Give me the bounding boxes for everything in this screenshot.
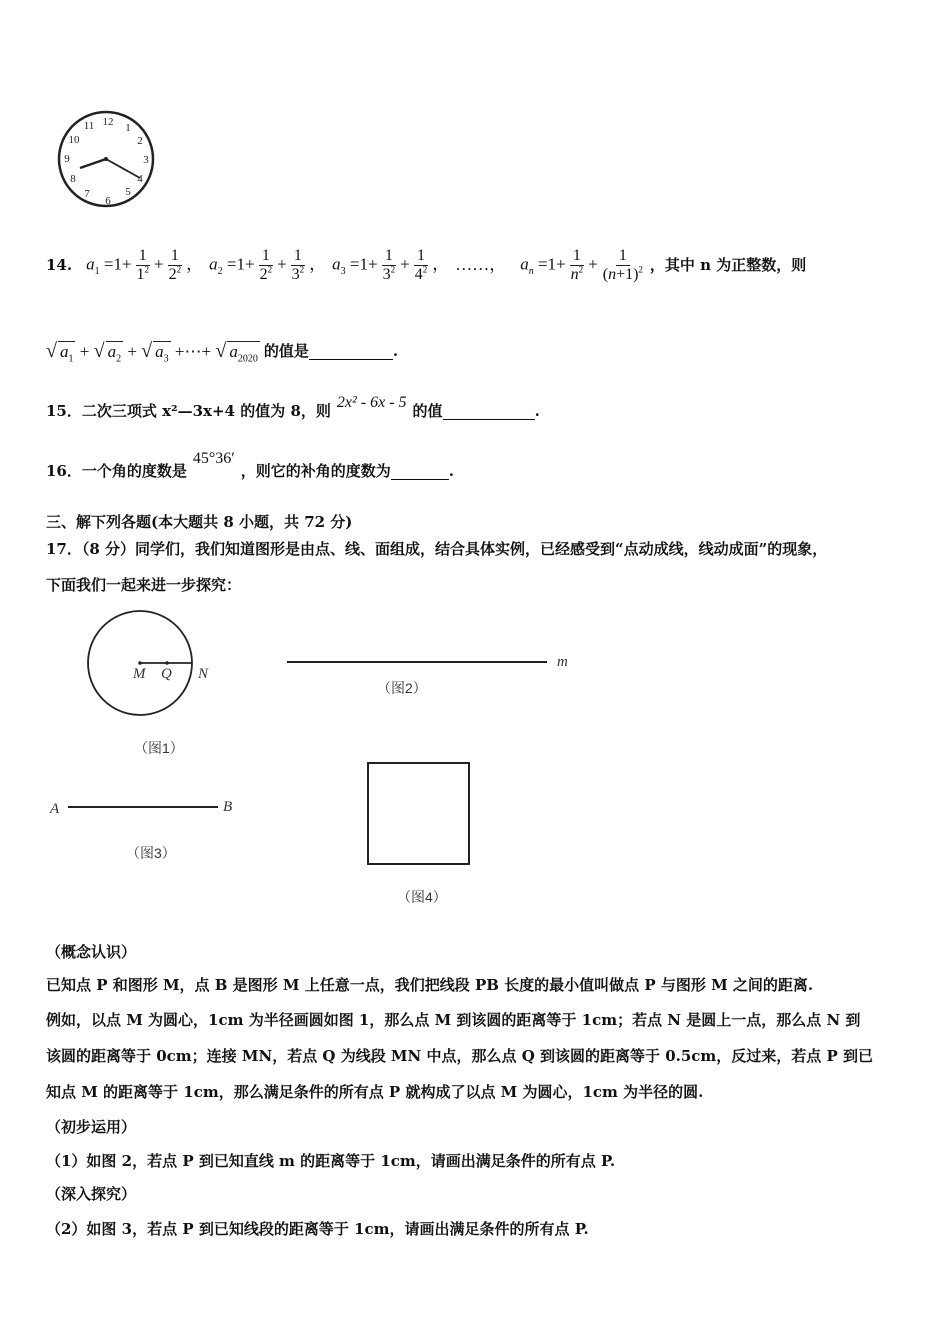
clock-figure bbox=[52, 108, 162, 213]
section3-title: 三、解下列各题(本大题共 8 小题，共 72 分) bbox=[46, 513, 353, 531]
q14-an: $a_n =1+$ $\frac{1}{n^2}$ + $\frac{1}{(n+1)^2}$ bbox=[520, 246, 643, 283]
clock-number-11: 11 bbox=[83, 120, 95, 132]
q14-sqrt-sum: √ $a_1$ + √ $a_2$ + √ $a_3$ +⋯+ √ $a_{2020}$ bbox=[46, 339, 258, 364]
q14-line2 bbox=[46, 336, 398, 366]
clock-number-7: 7 bbox=[84, 188, 90, 200]
paragraph-4: 知点 M 的距离等于 1cm，那么满足条件的所有点 P 就构成了以点 M 为圆心，1cm 为半径的圆. bbox=[46, 1083, 704, 1101]
q15-suffix: 的值 bbox=[412, 402, 443, 420]
q16-line bbox=[46, 450, 455, 486]
q15-answer-blank[interactable] bbox=[443, 403, 535, 420]
fig3-label-B: B bbox=[223, 799, 233, 815]
clock-number-6: 6 bbox=[105, 195, 111, 207]
q14-line2-tail: 的值是 bbox=[263, 342, 309, 360]
clock-number-4: 4 bbox=[137, 173, 143, 185]
q15-prefix: 15．二次三项式 x²—3x+4 的值为 8，则 bbox=[46, 402, 331, 420]
q15-expr: 2x² - 6x - 5 bbox=[336, 394, 407, 411]
q14-a1: $a_1 =1+$ $\frac{1}{1^2}$ + $\frac{1}{2^2}$ ， bbox=[86, 246, 204, 283]
q14-ellipsis: ……， bbox=[455, 255, 507, 274]
fig1-label-M: M bbox=[133, 666, 146, 682]
paragraph-1: 已知点 P 和图形 M，点 B 是图形 M 上任意一点，我们把线段 PB 长度的最小值叫做点 P 与图形 M 之间的距离. bbox=[46, 976, 814, 994]
q14-a2: $a_2 =1+$ $\frac{1}{2^2}$ + $\frac{1}{3^2}$ ， bbox=[209, 246, 327, 283]
q15-end: . bbox=[534, 402, 540, 420]
fig1-caption: （图1） bbox=[134, 740, 184, 756]
question-2: （2）如图 3，若点 P 到已知线段的距离等于 1cm，请画出满足条件的所有点 P. bbox=[46, 1220, 589, 1238]
fig1-label-N: N bbox=[198, 666, 209, 682]
q14-tail: ，其中 n 为正整数，则 bbox=[649, 256, 807, 274]
clock-number-5: 5 bbox=[125, 186, 131, 198]
fig4-square bbox=[367, 762, 470, 865]
fig2-caption: （图2） bbox=[377, 680, 427, 696]
initial-heading: （初步运用） bbox=[46, 1118, 137, 1136]
q17-line2: 下面我们一起来进一步探究： bbox=[46, 576, 242, 594]
clock-number-8: 8 bbox=[70, 173, 76, 185]
question-1: （1）如图 2，若点 P 到已知直线 m 的距离等于 1cm，请画出满足条件的所有点 P. bbox=[46, 1152, 616, 1170]
clock-number-9: 9 bbox=[64, 153, 70, 165]
clock-hour-hand bbox=[80, 159, 106, 168]
q16-suffix: ，则它的补角的度数为 bbox=[240, 462, 391, 480]
fig2-line-m bbox=[287, 661, 547, 663]
clock-number-12: 12 bbox=[102, 116, 114, 128]
q16-answer-blank[interactable] bbox=[391, 463, 449, 480]
q14-a3: $a_3 =1+$ $\frac{1}{3^2}$ + $\frac{1}{4^2}$ ， bbox=[332, 246, 450, 283]
fig3-caption: （图3） bbox=[126, 845, 176, 861]
figure-1 bbox=[80, 605, 220, 725]
clock-number-3: 3 bbox=[143, 154, 149, 166]
q14-number: 14. bbox=[46, 256, 73, 274]
paragraph-2: 例如，以点 M 为圆心，1cm 为半径画圆如图 1，那么点 M 到该圆的距离等于 1cm；若点 N 是圆上一点，那么点 N 到 bbox=[46, 1011, 861, 1029]
fig1-label-Q: Q bbox=[161, 666, 172, 682]
paragraph-3: 该圆的距离等于 0cm；连接 MN，若点 Q 为线段 MN 中点，那么点 Q 到该圆的距离等于 0.5cm，反过来，若点 P 到已 bbox=[46, 1047, 874, 1065]
fig3-label-A: A bbox=[50, 801, 60, 817]
q15-line bbox=[46, 396, 540, 426]
clock-minute-hand bbox=[106, 159, 140, 178]
q14-line1 bbox=[46, 240, 806, 290]
q16-end: . bbox=[448, 462, 455, 480]
q14-end: . bbox=[392, 342, 399, 360]
concept-heading: （概念认识） bbox=[46, 943, 137, 961]
q16-prefix: 16．一个角的度数是 bbox=[46, 462, 187, 480]
fig2-label-m: m bbox=[557, 654, 568, 670]
clock-number-1: 1 bbox=[125, 122, 131, 134]
q16-angle: 45°36′ bbox=[192, 450, 235, 467]
q17-line1: 17．（8 分）同学们，我们知道图形是由点、线、面组成，结合具体实例，已经感受到“点动成线，线动成面”的现象， bbox=[46, 540, 828, 558]
deep-heading: （深入探究） bbox=[46, 1185, 137, 1203]
fig4-caption: （图4） bbox=[397, 889, 447, 905]
q14-answer-blank[interactable] bbox=[309, 343, 393, 360]
clock-number-2: 2 bbox=[137, 135, 143, 147]
fig3-segment-AB bbox=[68, 806, 218, 808]
clock-number-10: 10 bbox=[68, 134, 80, 146]
